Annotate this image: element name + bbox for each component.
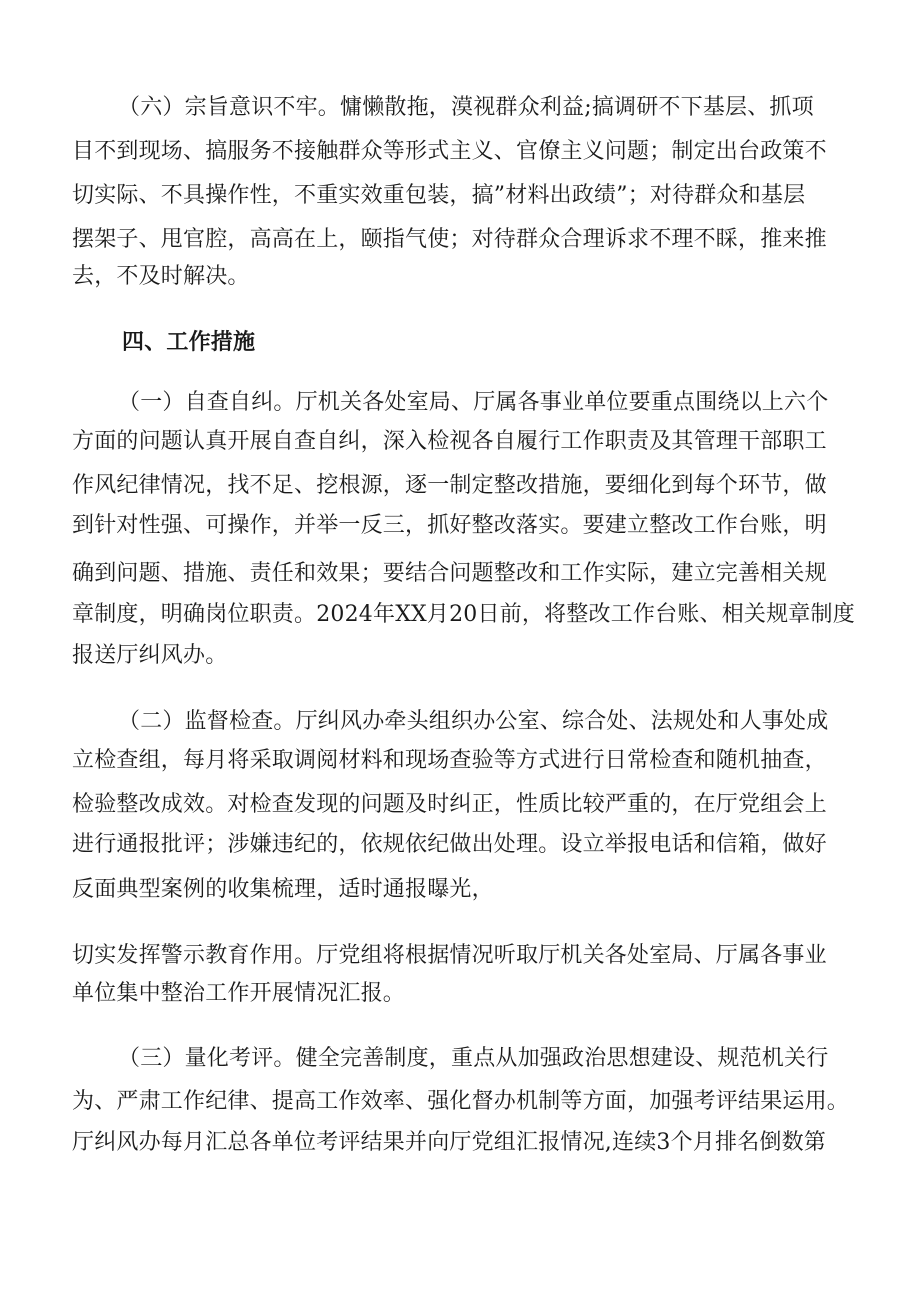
measure-3-line-2: 为、严肃工作纪律、提高工作效率、强化督办机制等方面，加强考评结果运用。 xyxy=(72,1089,850,1114)
measure-1-line-5: 确到问题、措施、责任和效果；要结合问题整改和工作实际，建立完善相关规 xyxy=(72,561,827,586)
para-6-line-3: 切实际、不具操作性，不重实效重包装，搞”材料出政绩”；对待群众和基层 xyxy=(72,183,806,208)
measure-1-line-7: 报送厅纠风办。 xyxy=(72,643,228,668)
measure-2-cont-line-2: 单位集中整治工作开展情况汇报。 xyxy=(72,981,406,1006)
measure-2-line-1: （二）监督检查。厅纠风办牵头组织办公室、综合处、法规处和人事处成 xyxy=(118,709,829,734)
measure-1-line-6: 章制度，明确岗位职责。2024年XX月20日前，将整改工作台账、相关规章制度 xyxy=(72,602,855,627)
section-heading: 四、工作措施 xyxy=(122,329,256,355)
para-6-line-1: （六）宗旨意识不牢。慵懒散拖，漠视群众利益;搞调研不下基层、抓项 xyxy=(118,95,814,120)
measure-2-line-2: 立检查组，每月将采取调阅材料和现场查验等方式进行日常检查和随机抽查， xyxy=(72,748,827,773)
para-6-line-5: 去，不及时解决。 xyxy=(72,264,250,289)
measure-2-line-4: 进行通报批评；涉嫌违纪的，依规依纪做出处理。设立举报电话和信箱，做好 xyxy=(72,832,827,857)
measure-2-cont-line-1: 切实发挥警示教育作用。厅党组将根据情况听取厅机关各处室局、厅属各事业 xyxy=(72,943,827,968)
measure-2-line-5: 反面典型案例的收集梳理，适时通报曝光， xyxy=(72,877,494,902)
para-6-line-4: 摆架子、甩官腔，高高在上，颐指气使；对待群众合理诉求不理不睬，推来推 xyxy=(72,227,827,252)
measure-1-line-1: （一）自查自纠。厅机关各处室局、厅属各事业单位要重点围绕以上六个 xyxy=(118,390,829,415)
para-6-line-2: 目不到现场、搞服务不接触群众等形式主义、官僚主义问题；制定出台政策不 xyxy=(72,139,827,164)
measure-3-line-1: （三）量化考评。健全完善制度，重点从加强政治思想建设、规范机关行 xyxy=(118,1046,829,1071)
measure-1-line-4: 到针对性强、可操作，并举一反三，抓好整改落实。要建立整改工作台账，明 xyxy=(72,513,827,538)
measure-3-line-3: 厅纠风办每月汇总各单位考评结果并向厅党组汇报情况,连续3个月排名倒数第 xyxy=(72,1130,826,1155)
measure-1-line-2: 方面的问题认真开展自查自纠，深入检视各自履行工作职责及其管理干部职工 xyxy=(72,429,827,454)
measure-2-line-3: 检验整改成效。对检查发现的问题及时纠正，性质比较严重的，在厅党组会上 xyxy=(72,792,827,817)
measure-1-line-3: 作风纪律情况，找不足、挖根源，逐一制定整改措施，要细化到每个环节，做 xyxy=(72,473,827,498)
